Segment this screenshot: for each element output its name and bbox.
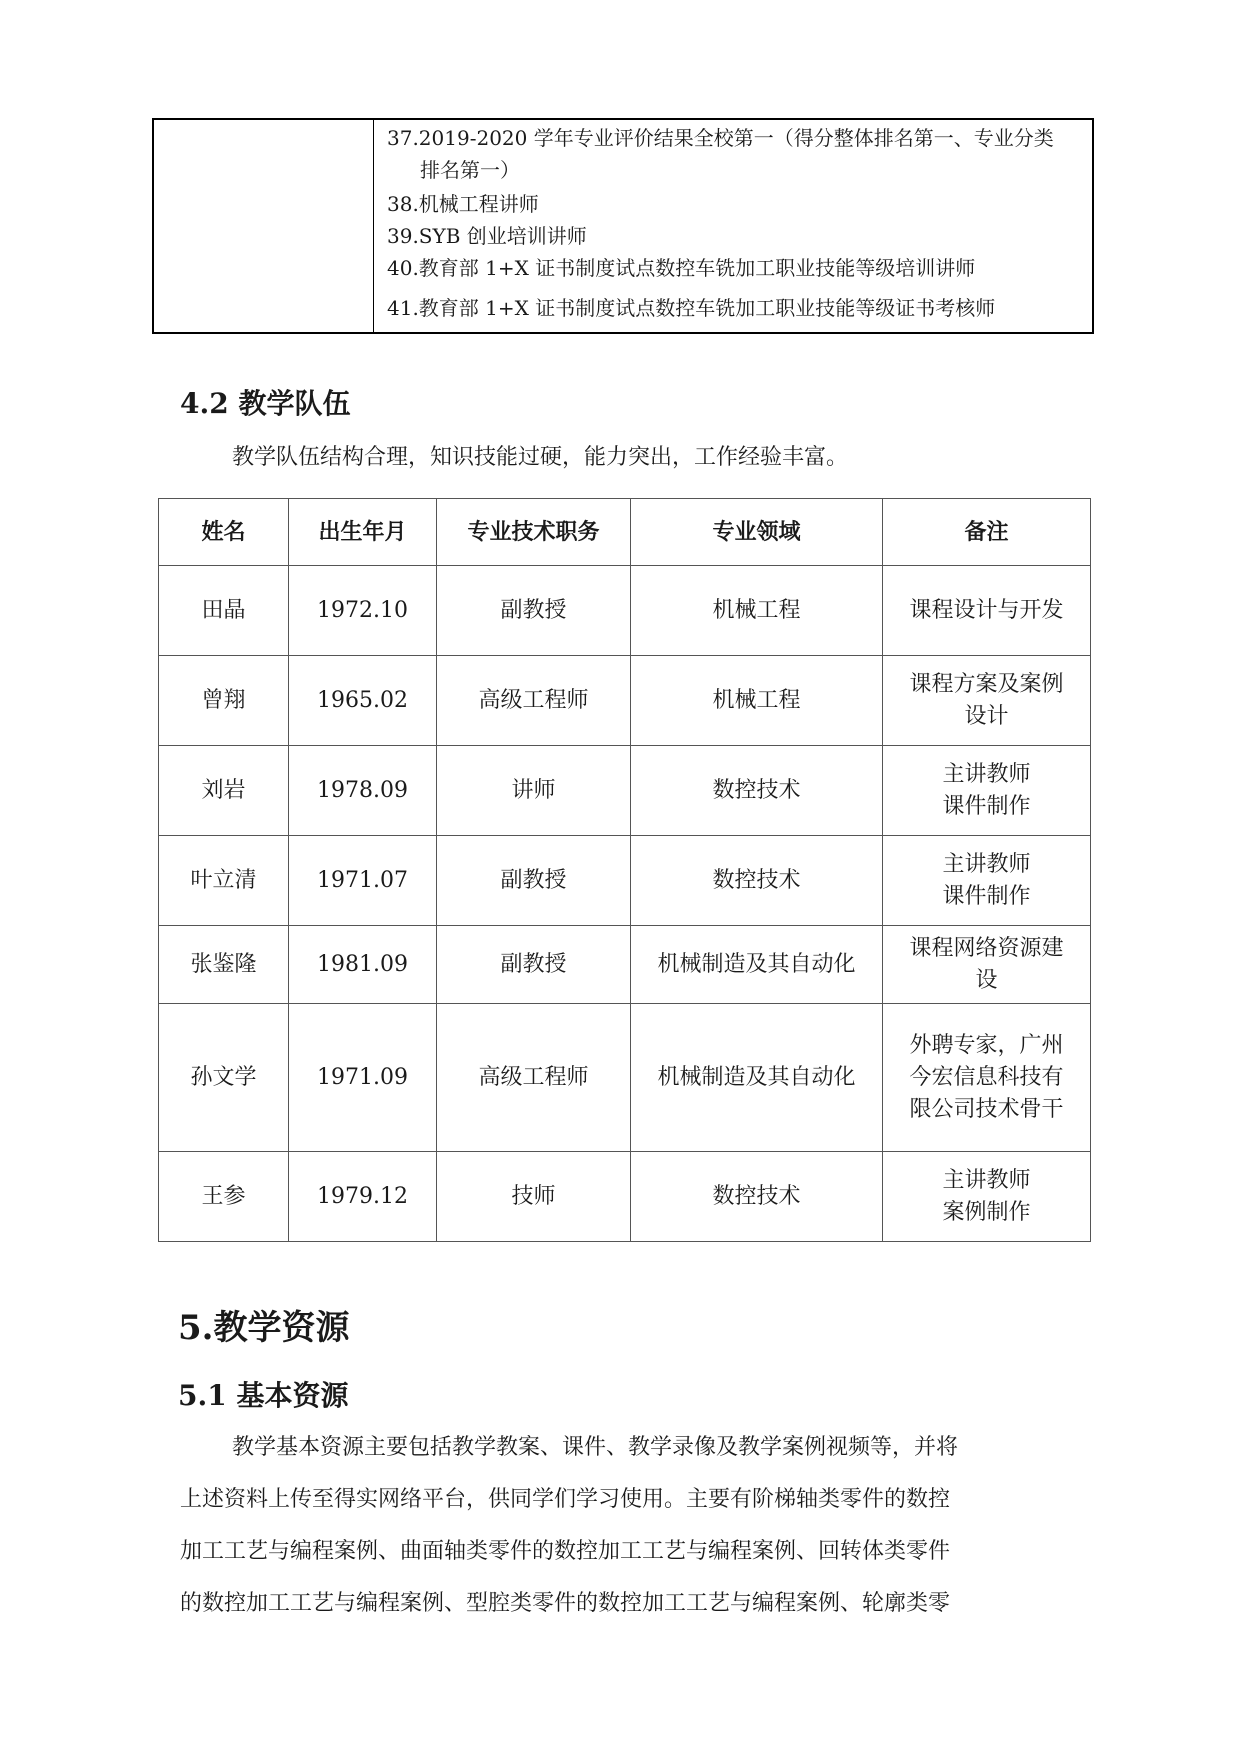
qualification-item: 37.2019-2020 学年专业评价结果全校第一（得分整体排名第一、专业分类 [387,126,1054,150]
cell-field: 数控技术 [631,1152,883,1242]
cell-field: 机械制造及其自动化 [631,926,883,1004]
note-line: 课件制作 [942,883,1031,909]
cell-birth: 1978.09 [289,746,437,836]
qualification-item-continued: 排名第一） [420,158,520,182]
cell-title: 高级工程师 [437,656,631,746]
team-table-header-row [159,499,1091,566]
note-line: 设计 [964,703,1009,729]
table-row [159,746,1091,836]
table-row [159,1004,1091,1152]
cell-field: 机械工程 [631,656,883,746]
note-line: 主讲教师 [942,1167,1031,1193]
header-birth: 出生年月 [289,499,437,566]
cell-name: 叶立清 [159,836,289,926]
table-row [159,836,1091,926]
cell-note [883,926,1091,1004]
cell-field: 机械制造及其自动化 [631,1004,883,1152]
cell-field: 数控技术 [631,836,883,926]
cell-birth: 1972.10 [289,566,437,656]
table-row [159,656,1091,746]
cell-name: 田晶 [159,566,289,656]
cell-note [883,836,1091,926]
cell-field: 机械工程 [631,566,883,656]
table-row [159,1152,1091,1242]
qualification-item: 41.教育部 1+X 证书制度试点数控车铣加工职业技能等级证书考核师 [387,296,996,320]
section-heading-5: 5.教学资源 [178,1308,350,1348]
cell-note [883,1152,1091,1242]
cell-birth: 1981.09 [289,926,437,1004]
cell-name: 曾翔 [159,656,289,746]
section-5-1-paragraph-line: 教学基本资源主要包括教学教案、课件、教学录像及教学案例视频等，并将 [232,1435,959,1460]
cell-title: 技师 [437,1152,631,1242]
cell-note [883,746,1091,836]
cell-birth: 1979.12 [289,1152,437,1242]
cell-birth: 1971.07 [289,836,437,926]
cell-note [883,1004,1091,1152]
cell-name: 刘岩 [159,746,289,836]
note-line: 主讲教师 [942,851,1031,877]
note-line: 案例制作 [942,1199,1031,1225]
note-line: 课程网络资源建 [909,935,1064,961]
note-line: 课程设计与开发 [909,597,1064,623]
cell-name: 张鉴隆 [159,926,289,1004]
cell-note [883,566,1091,656]
cell-name: 王参 [159,1152,289,1242]
qualification-item: 38.机械工程讲师 [387,192,539,216]
cell-title: 高级工程师 [437,1004,631,1152]
table-row [159,566,1091,656]
cell-field: 数控技术 [631,746,883,836]
cell-note [883,656,1091,746]
note-line: 课程方案及案例 [909,671,1064,697]
cell-title: 讲师 [437,746,631,836]
header-field: 专业领域 [631,499,883,566]
qualification-table-left-cell [154,120,374,332]
qualification-item: 39.SYB 创业培训讲师 [387,224,587,248]
section-5-1-paragraph-line: 上述资料上传至得实网络平台，供同学们学习使用。主要有阶梯轴类零件的数控 [180,1487,951,1512]
header-name: 姓名 [159,499,289,566]
cell-title: 副教授 [437,836,631,926]
qualification-item: 40.教育部 1+X 证书制度试点数控车铣加工职业技能等级培训讲师 [387,256,976,280]
note-line: 主讲教师 [942,761,1031,787]
note-line: 外聘专家，广州 [909,1032,1064,1058]
section-5-1-paragraph-line: 加工工艺与编程案例、曲面轴类零件的数控加工工艺与编程案例、回转体类零件 [180,1539,951,1564]
section-heading-4-2: 4.2 教学队伍 [180,387,351,420]
section-4-2-intro: 教学队伍结构合理，知识技能过硬，能力突出，工作经验丰富。 [232,445,849,470]
cell-birth: 1965.02 [289,656,437,746]
header-title: 专业技术职务 [437,499,631,566]
note-line: 限公司技术骨干 [909,1096,1064,1122]
qualification-table [152,118,1094,334]
cell-title: 副教授 [437,926,631,1004]
cell-birth: 1971.09 [289,1004,437,1152]
section-5-1-paragraph-line: 的数控加工工艺与编程案例、型腔类零件的数控加工工艺与编程案例、轮廓类零 [180,1591,951,1616]
header-note: 备注 [883,499,1091,566]
table-row [159,926,1091,1004]
section-heading-5-1: 5.1 基本资源 [178,1379,349,1412]
note-line: 今宏信息科技有 [909,1064,1064,1090]
team-table [158,498,1091,1242]
cell-name: 孙文学 [159,1004,289,1152]
note-line: 设 [975,967,998,993]
note-line: 课件制作 [942,793,1031,819]
cell-title: 副教授 [437,566,631,656]
